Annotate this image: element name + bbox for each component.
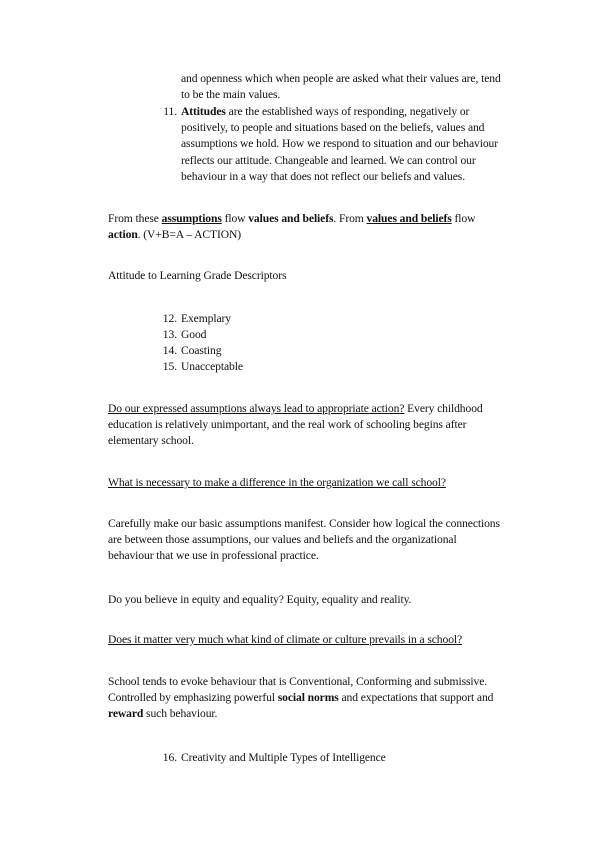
flow-paragraph xyxy=(108,211,475,243)
intro-line-1: and openness which when people are asked what their values are, tend xyxy=(181,72,501,85)
social-norms-term: social norms xyxy=(277,691,339,705)
paragraph-4: Do you believe in equity and equality? Equity, equality and reality. xyxy=(108,593,412,606)
grade-12-label: Exemplary xyxy=(181,312,231,325)
grade-14-label: Coasting xyxy=(181,344,222,357)
assumptions-term: assumptions xyxy=(161,212,222,225)
values-beliefs-term-2: values and beliefs xyxy=(366,212,452,225)
item-16-label: Creativity and Multiple Types of Intelligence xyxy=(181,751,386,764)
grade-15-label: Unacceptable xyxy=(181,360,243,373)
question-3-underlined: Does it matter very much what kind of climate or culture prevails in a school? xyxy=(108,633,463,646)
flow-text-5: . From xyxy=(333,212,367,225)
item-11-line-4: reflects our attitude. Changeable and learned. We can control our xyxy=(181,153,476,167)
flow-text-1: From these xyxy=(108,212,162,225)
paragraph-5 xyxy=(108,674,493,723)
question-1-paragraph xyxy=(108,401,483,450)
flow-text-3: flow xyxy=(221,212,249,225)
intro-continuation xyxy=(181,71,501,103)
grade-14-number: 14. xyxy=(162,344,177,357)
grade-12-number: 12. xyxy=(162,312,177,325)
question-1-line-2: education is relatively unimportant, and the real work of schooling begins after xyxy=(108,418,467,432)
paragraph-5-line-2 xyxy=(108,690,493,706)
item-11-line-2: positively, to people and situations based on the beliefs, values and xyxy=(181,121,485,135)
attitudes-term: Attitudes xyxy=(181,105,226,118)
paragraph-5-line-2-text-a: Controlled by emphasizing powerful xyxy=(108,691,278,705)
intro-line-2: to be the main values. xyxy=(181,88,281,102)
paragraph-5-line-2-text-c: and expectations that support and xyxy=(338,691,494,705)
flow-formula: . (V+B=A – ACTION) xyxy=(137,228,242,242)
grade-heading: Attitude to Learning Grade Descriptors xyxy=(108,269,287,282)
paragraph-5-line-3 xyxy=(108,706,493,722)
question-3 xyxy=(108,632,462,648)
flow-line-2 xyxy=(108,227,475,243)
grade-13-label: Good xyxy=(181,328,207,341)
question-2 xyxy=(108,475,446,491)
flow-line-1 xyxy=(108,211,475,227)
values-beliefs-term-1: values and beliefs xyxy=(248,212,334,225)
item-11-attitudes xyxy=(181,104,498,185)
item-11-line-3: assumptions we hold. How we respond to situation and our behaviour xyxy=(181,137,499,151)
paragraph-3-line-1: Carefully make our basic assumptions manifest. Consider how logical the connections xyxy=(108,517,500,530)
question-1-line-1-text: Every childhood xyxy=(404,402,483,415)
reward-term: reward xyxy=(108,707,144,721)
question-2-underlined: What is necessary to make a difference in the organization we call school? xyxy=(108,476,446,489)
item-11-number: 11. xyxy=(163,105,177,118)
flow-text-7: flow xyxy=(451,212,476,225)
paragraph-5-line-1: School tends to evoke behaviour that is Conventional, Conforming and submissive. xyxy=(108,675,488,688)
item-11-line-5: behaviour in a way that does not reflect our beliefs and values. xyxy=(181,169,465,183)
action-term: action xyxy=(108,228,138,242)
item-16-number: 16. xyxy=(162,751,177,764)
paragraph-3 xyxy=(108,516,500,565)
grade-13-number: 13. xyxy=(162,328,177,341)
item-11-line-1 xyxy=(181,104,498,120)
paragraph-3-line-2: are between those assumptions, our values and beliefs and the organizational xyxy=(108,533,457,547)
question-1-underlined: Do our expressed assumptions always lead to appropriate action? xyxy=(108,402,405,415)
paragraph-3-line-3: behaviour that we use in professional practice. xyxy=(108,549,319,563)
question-1-line-1 xyxy=(108,401,483,417)
paragraph-5-line-3-text: such behaviour. xyxy=(143,707,218,721)
question-1-line-3: elementary school. xyxy=(108,434,194,448)
grade-15-number: 15. xyxy=(162,360,177,373)
item-11-line-1-text: are the established ways of responding, negatively or xyxy=(225,105,470,118)
